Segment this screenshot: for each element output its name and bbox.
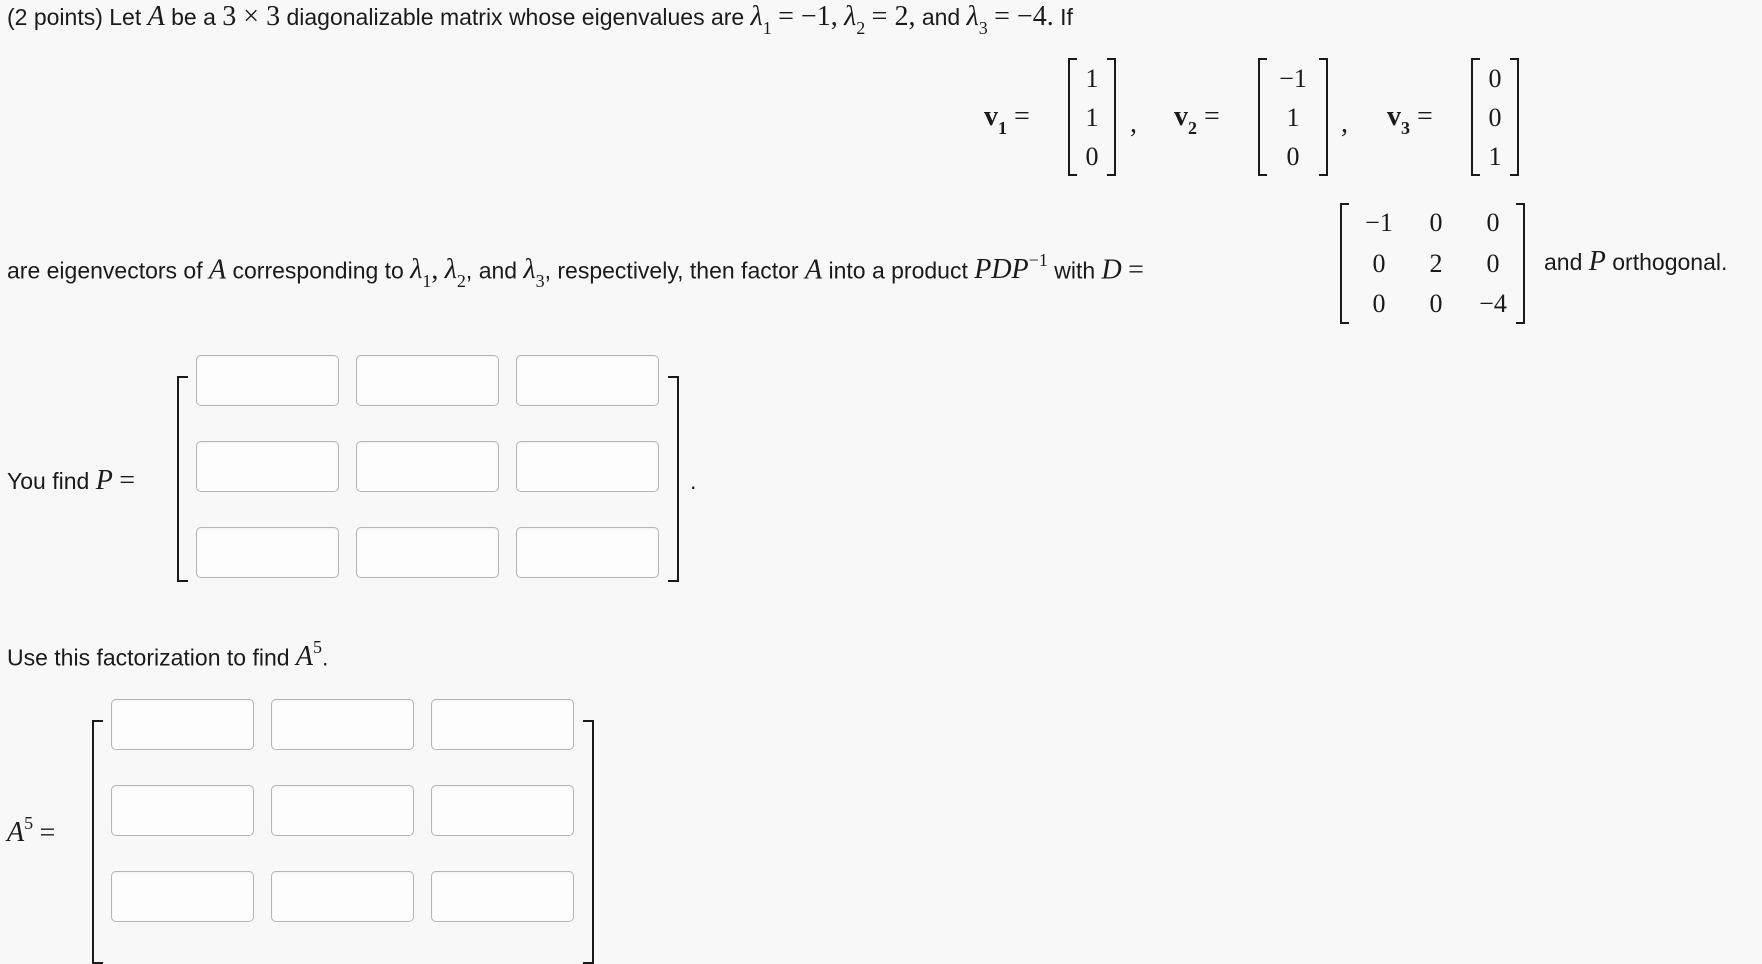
- pdp-inverse: $PDP^{-1}$: [974, 250, 1048, 286]
- vector-comma: ,: [1341, 108, 1348, 139]
- lambda2-value: = 2,: [871, 1, 916, 32]
- v3-entry: 0: [1488, 64, 1502, 93]
- and-text: and: [921, 4, 961, 30]
- v3-entry: 1: [1488, 142, 1502, 171]
- into-text: into a product: [828, 257, 968, 284]
- d-entry: −1: [1365, 208, 1393, 237]
- matrix-p-symbol: P: [95, 465, 113, 496]
- a5-symbol: $A^5$: [295, 637, 323, 673]
- orthogonal-text: and P orthogonal.: [1544, 246, 1728, 277]
- v2-label: $v_2$ =: [1174, 101, 1220, 138]
- matrix-a-symbol: A: [147, 1, 165, 32]
- matrix-d-symbol: D: [1101, 254, 1122, 286]
- v2-entry: 0: [1286, 142, 1300, 171]
- a5-input-r2c1[interactable]: [111, 785, 254, 836]
- p-input-r3c1[interactable]: [196, 527, 339, 578]
- p-input-r2c3[interactable]: [516, 441, 659, 492]
- matrix-a-symbol: A: [209, 254, 227, 286]
- v1-label: $v_1$ =: [984, 101, 1030, 138]
- a5-input-r2c2[interactable]: [271, 785, 414, 836]
- d-entry: 0: [1486, 208, 1500, 237]
- are-text: are eigenvectors of: [7, 257, 203, 284]
- description-text: diagonalizable matrix whose eigenvalues are: [286, 4, 745, 30]
- lambda2-symbol: $\lambda_2$: [444, 254, 466, 291]
- equals-sign: =: [39, 817, 56, 849]
- a5-input-r2c3[interactable]: [431, 785, 574, 836]
- matrix-p-symbol: P: [1588, 246, 1606, 277]
- matrix-d: [1340, 205, 1525, 322]
- a5-input-r1c3[interactable]: [431, 699, 574, 750]
- d-entry: 0: [1429, 289, 1443, 318]
- v2-vector: [1258, 60, 1328, 174]
- v1-entry: 0: [1085, 142, 1099, 171]
- a5-input-r3c1[interactable]: [111, 871, 254, 922]
- v3-entry: 0: [1488, 103, 1502, 132]
- v2-entry: −1: [1279, 64, 1307, 93]
- respectively-text: , respectively, then factor: [544, 257, 799, 284]
- lambda1-value: = −1,: [778, 1, 838, 32]
- p-input-r2c2[interactable]: [356, 441, 499, 492]
- p-input-r1c2[interactable]: [356, 355, 499, 406]
- v3-label: $v_3$ =: [1387, 101, 1433, 138]
- p-input-r1c1[interactable]: [196, 355, 339, 406]
- if-text: If: [1060, 4, 1073, 30]
- be-a-text: be a: [171, 4, 216, 30]
- problem-statement-line2: are eigenvectors of A corresponding to $\lambda_1$, $\lambda_2$, and $\lambda_3$, respectively, then factor A into a product $PDP^{-1}$ with D =: [7, 250, 1144, 291]
- a5-symbol: $A^5$: [7, 813, 34, 849]
- v3-vector: [1471, 60, 1519, 174]
- p-input-r3c2[interactable]: [356, 527, 499, 578]
- equals-sign: =: [1128, 254, 1144, 286]
- lambda3-symbol: $\lambda_3$: [966, 1, 988, 38]
- vector-comma: ,: [1130, 108, 1137, 139]
- matrix-a-symbol: A: [804, 254, 823, 286]
- v1-entry: 1: [1085, 103, 1099, 132]
- d-entry: 0: [1486, 249, 1500, 278]
- a5-label: [7, 810, 55, 848]
- problem-statement-line1: [7, 2, 1073, 41]
- lambda1-symbol: $\lambda_1$: [750, 1, 772, 38]
- v1-entry: 1: [1085, 64, 1099, 93]
- equals-sign: =: [119, 465, 135, 496]
- p-input-r3c3[interactable]: [516, 527, 659, 578]
- a5-input-r3c3[interactable]: [431, 871, 574, 922]
- d-entry: 2: [1429, 249, 1443, 278]
- lambda1-symbol: $\lambda_1$: [410, 254, 432, 291]
- a5-input-r1c2[interactable]: [271, 699, 414, 750]
- lambda2-symbol: $\lambda_2$: [844, 1, 866, 38]
- matrix-a5-bracket: [92, 722, 594, 962]
- d-entry: 0: [1372, 289, 1386, 318]
- size-text: 3 × 3: [222, 1, 281, 32]
- a5-input-r1c1[interactable]: [111, 699, 254, 750]
- lambda3-symbol: $\lambda_3$: [523, 254, 545, 291]
- find-p-label: You find P =: [7, 465, 135, 496]
- v1-vector: [1068, 60, 1116, 174]
- p-input-r1c3[interactable]: [516, 355, 659, 406]
- lambda3-value: = −4.: [994, 1, 1054, 32]
- p-period: .: [690, 468, 697, 494]
- v2-entry: 1: [1286, 103, 1300, 132]
- a5-input-r3c2[interactable]: [271, 871, 414, 922]
- d-entry: −4: [1479, 289, 1507, 318]
- corresponding-text: corresponding to: [232, 257, 404, 284]
- points-text: (2 points) Let: [7, 4, 142, 30]
- use-factorization-text: Use this factorization to find $A^5$.: [7, 637, 329, 673]
- p-input-r2c1[interactable]: [196, 441, 339, 492]
- d-entry: 0: [1429, 208, 1443, 237]
- d-entry: 0: [1372, 249, 1386, 278]
- with-text: with: [1054, 257, 1096, 284]
